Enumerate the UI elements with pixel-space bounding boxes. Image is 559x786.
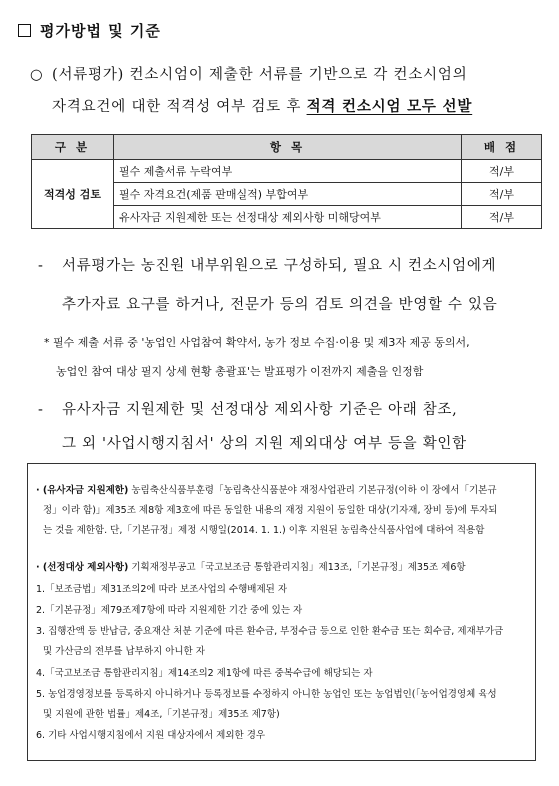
note-line-1: * 필수 제출 서류 중 '농업인 사업참여 확약서, 농가 정보 수집·이용 및 제3자 제공 동의서, [44, 336, 470, 349]
table-header-row [32, 135, 542, 160]
ref-p1-line1 [36, 482, 497, 496]
section-title-text: 평가방법 및 기준 [40, 22, 161, 40]
score-cell: 적/부 [462, 160, 542, 183]
header-category: 구 분 [32, 135, 114, 160]
header-item: 항 목 [114, 135, 462, 160]
header-score: 배 점 [462, 135, 542, 160]
reference-box [27, 463, 536, 761]
bullet-emphasis: 적격 컨소시엄 모두 선발 [306, 98, 473, 115]
score-cell: 적/부 [462, 206, 542, 229]
list-item: 3. 집행잔액 등 반납금, 중요재산 처분 기준에 따른 환수금, 부정수급 등으로 인한 환수금 또는 회수금, 제재부가금 [36, 626, 504, 637]
ref-p2-line [36, 559, 466, 573]
list-item: 6. 기타 사업시행지침에서 지원 대상자에서 제외한 경우 [36, 730, 266, 741]
list-item: 4.「국고보조금 통합관리지침」제14조의2 제1항에 따른 중복수급에 해당되는 자 [36, 668, 373, 679]
ref-p1-heading: · (유사자금 지원제한) [36, 485, 129, 496]
dash-mark: - [38, 258, 44, 274]
ref-p2-heading: · (선정대상 제외사항) [36, 562, 129, 573]
bullet-line-2-prefix: 자격요건에 대한 적격성 여부 검토 후 [52, 99, 307, 115]
score-cell: 적/부 [462, 183, 542, 206]
ref-p2-text: 기획재정부공고「국고보조금 통합관리지침」제13조,「기본규정」제35조 제6항 [128, 562, 466, 573]
dash-line-1: 유사자금 지원제한 및 선정대상 제외사항 기준은 아래 참조, [62, 402, 458, 418]
dash-item-review [38, 254, 553, 275]
ref-p1-line2: 정」이라 함)」제35조 제8항 제3호에 따른 동일한 내용의 재정 지원이 동일한 대상(기자재, 장비 등)에 투자되 [43, 505, 498, 516]
category-cell: 적격성 검토 [32, 160, 114, 229]
bullet-line-1: (서류평가) 컨소시엄이 제출한 서류를 기반으로 각 컨소시엄의 [52, 67, 468, 83]
item-cell: 유사자금 지원제한 또는 선정대상 제외사항 미해당여부 [114, 206, 462, 229]
dash-mark: - [38, 402, 44, 418]
list-item-continuation: 및 가산금의 전부를 납부하지 아니한 자 [43, 646, 205, 657]
item-cell: 필수 자격요건(제품 판매실적) 부합여부 [114, 183, 462, 206]
ref-p1-line3: 는 것을 제한함. 단,「기본규정」제정 시행일(2014. 1. 1.) 이후 지원된 농림축산식품사업에 대하여 적용함 [43, 525, 485, 536]
dash-line-1: 서류평가는 농진원 내부위원으로 구성하되, 필요 시 컨소시엄에게 [62, 258, 497, 274]
list-item: 5. 농업경영정보를 등록하지 아니하거나 등록정보를 수정하지 아니한 농업인 또는 농업법인(「농어업경영체 육성 [36, 689, 497, 700]
section-title [18, 20, 161, 41]
bullet-line-2 [52, 91, 472, 123]
circle-bullet-icon: ○ [30, 67, 43, 83]
dash-line-2: 추가자료 요구를 하거나, 전문가 등의 검토 의견을 반영할 수 있음 [62, 297, 498, 313]
list-item: 1.「보조금법」제31조의2에 따라 보조사업의 수행배제된 자 [36, 584, 287, 595]
evaluation-table [31, 134, 542, 229]
ref-p1-text: 농림축산식품부훈령「농림축산식품분야 재정사업관리 기본규정(이하 이 장에서「기본규 [128, 485, 497, 496]
note-line-2: 농업인 참여 대상 필지 상세 현황 총괄표'는 발표평가 이전까지 제출을 인정함 [56, 365, 424, 378]
list-item-continuation: 및 지원에 관한 법률」제4조,「기본규정」제35조 제7항) [43, 709, 280, 720]
item-cell: 필수 제출서류 누락여부 [114, 160, 462, 183]
dash-line-2: 그 외 '사업시행지침서' 상의 지원 제외대상 여부 등을 확인함 [62, 436, 467, 452]
dash-item-criteria [38, 398, 553, 419]
list-item: 2.「기본규정」제79조제7항에 따라 지원제한 기간 중에 있는 자 [36, 605, 303, 616]
table-row [32, 160, 542, 183]
checkbox-square-icon [18, 24, 31, 37]
